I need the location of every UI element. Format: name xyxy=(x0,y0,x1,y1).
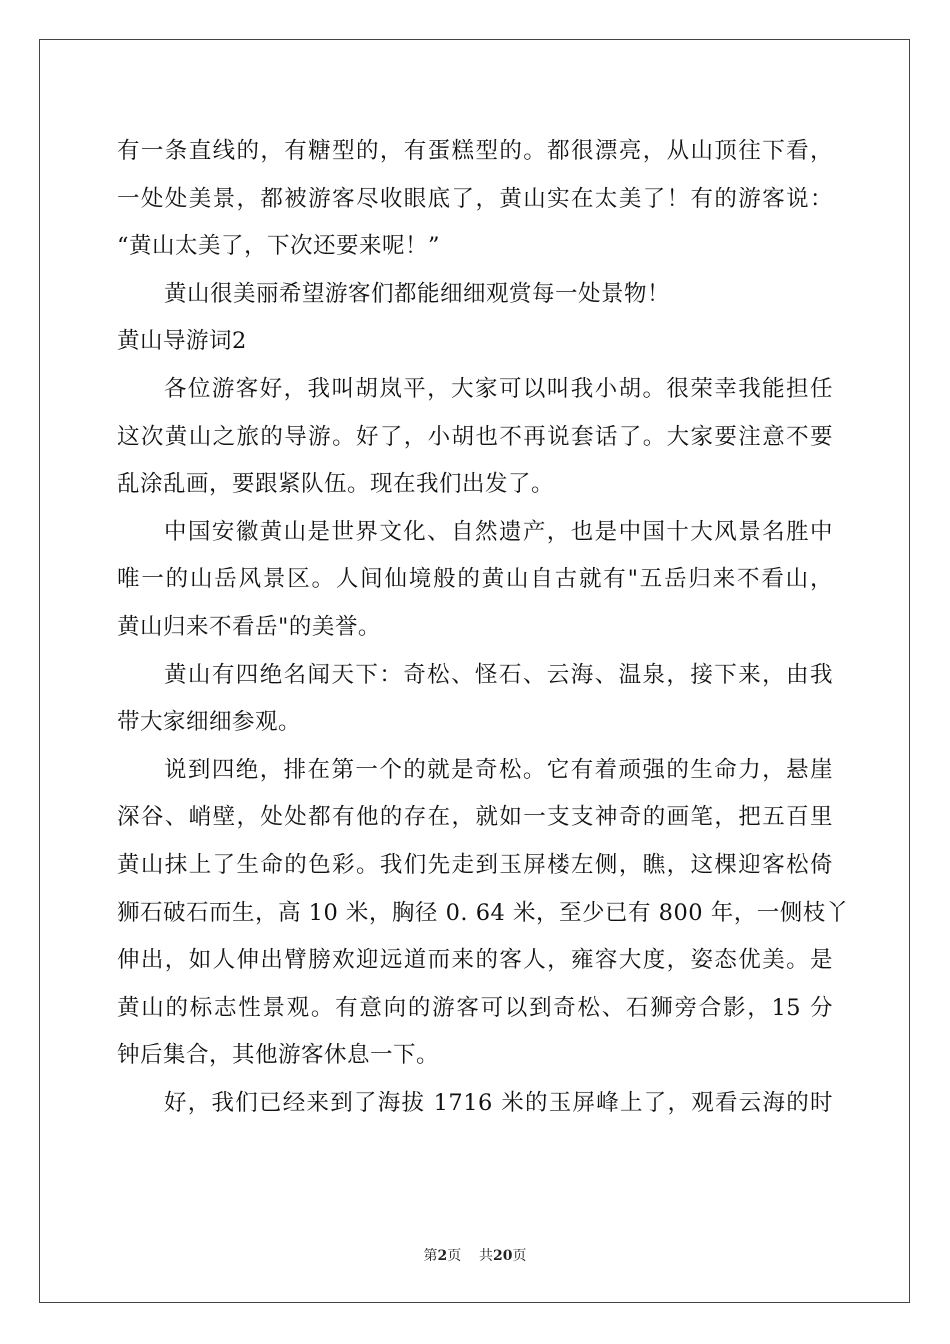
text-line-16: 黄山抹上了生命的色彩。我们先走到玉屏楼左侧，瞧，这棵迎客松倚 xyxy=(117,851,833,878)
total-pages: 20 xyxy=(493,1248,513,1264)
text-line-15: 深谷、峭壁，处处都有他的存在，就如一支支神奇的画笔，把五百里 xyxy=(117,804,833,831)
text-line-7: 这次黄山之旅的导游。好了，小胡也不再说套话了。大家要注意不要 xyxy=(117,423,833,450)
text-line-11: 黄山归来不看岳"的美誉。 xyxy=(117,613,381,640)
total-prefix: 共 xyxy=(479,1248,494,1264)
text-line-1: 有一条直线的，有糖型的，有蛋糕型的。都很漂亮，从山顶往下看， xyxy=(117,138,833,164)
text-line-10: 唯一的山岳风景区。人间仙境般的黄山自古就有"五岳归来不看山， xyxy=(117,566,833,593)
text-line-18: 伸出，如人伸出臂膀欢迎远道而来的客人，雍容大度，姿态优美。是 xyxy=(117,947,833,974)
section-heading: 黄山导游词2 xyxy=(117,328,247,355)
text-line-2: 一处处美景，都被游客尽收眼底了，黄山实在太美了！有的游客说： xyxy=(117,185,833,212)
page-unit: 页 xyxy=(447,1248,462,1264)
text-line-21: 好，我们已经来到了海拔 1716 米的玉屏峰上了，观看云海的时 xyxy=(164,1089,833,1116)
text-line-14: 说到四绝，排在第一个的就是奇松。它有着顽强的生命力，悬崖 xyxy=(164,756,833,783)
total-unit: 页 xyxy=(512,1248,527,1264)
text-line-19: 黄山的标志性景观。有意向的游客可以到奇松、石狮旁合影，15 分 xyxy=(117,994,833,1021)
text-line-6: 各位游客好，我叫胡岚平，大家可以叫我小胡。很荣幸我能担任 xyxy=(164,375,833,402)
page-number: 2 xyxy=(437,1248,448,1264)
text-line-13: 带大家细细参观。 xyxy=(117,709,302,736)
text-line-20: 钟后集合，其他游客休息一下。 xyxy=(117,1042,440,1069)
document-body xyxy=(117,128,849,1127)
text-line-12: 黄山有四绝名闻天下：奇松、怪石、云海、温泉，接下来，由我 xyxy=(164,661,833,688)
text-line-9: 中国安徽黄山是世界文化、自然遗产，也是中国十大风景名胜中 xyxy=(164,518,833,545)
text-line-3: “黄山太美了，下次还要来呢！” xyxy=(117,233,441,260)
page-footer xyxy=(0,1245,950,1265)
text-line-4: 黄山很美丽希望游客们都能细细观赏每一处景物！ xyxy=(164,280,671,307)
page-prefix: 第 xyxy=(423,1248,438,1264)
text-line-17: 狮石破石而生，高 10 米，胸径 0. 64 米，至少已有 800 年，一侧枝丫 xyxy=(117,899,849,926)
text-line-8: 乱涂乱画，要跟紧队伍。现在我们出发了。 xyxy=(117,471,555,498)
